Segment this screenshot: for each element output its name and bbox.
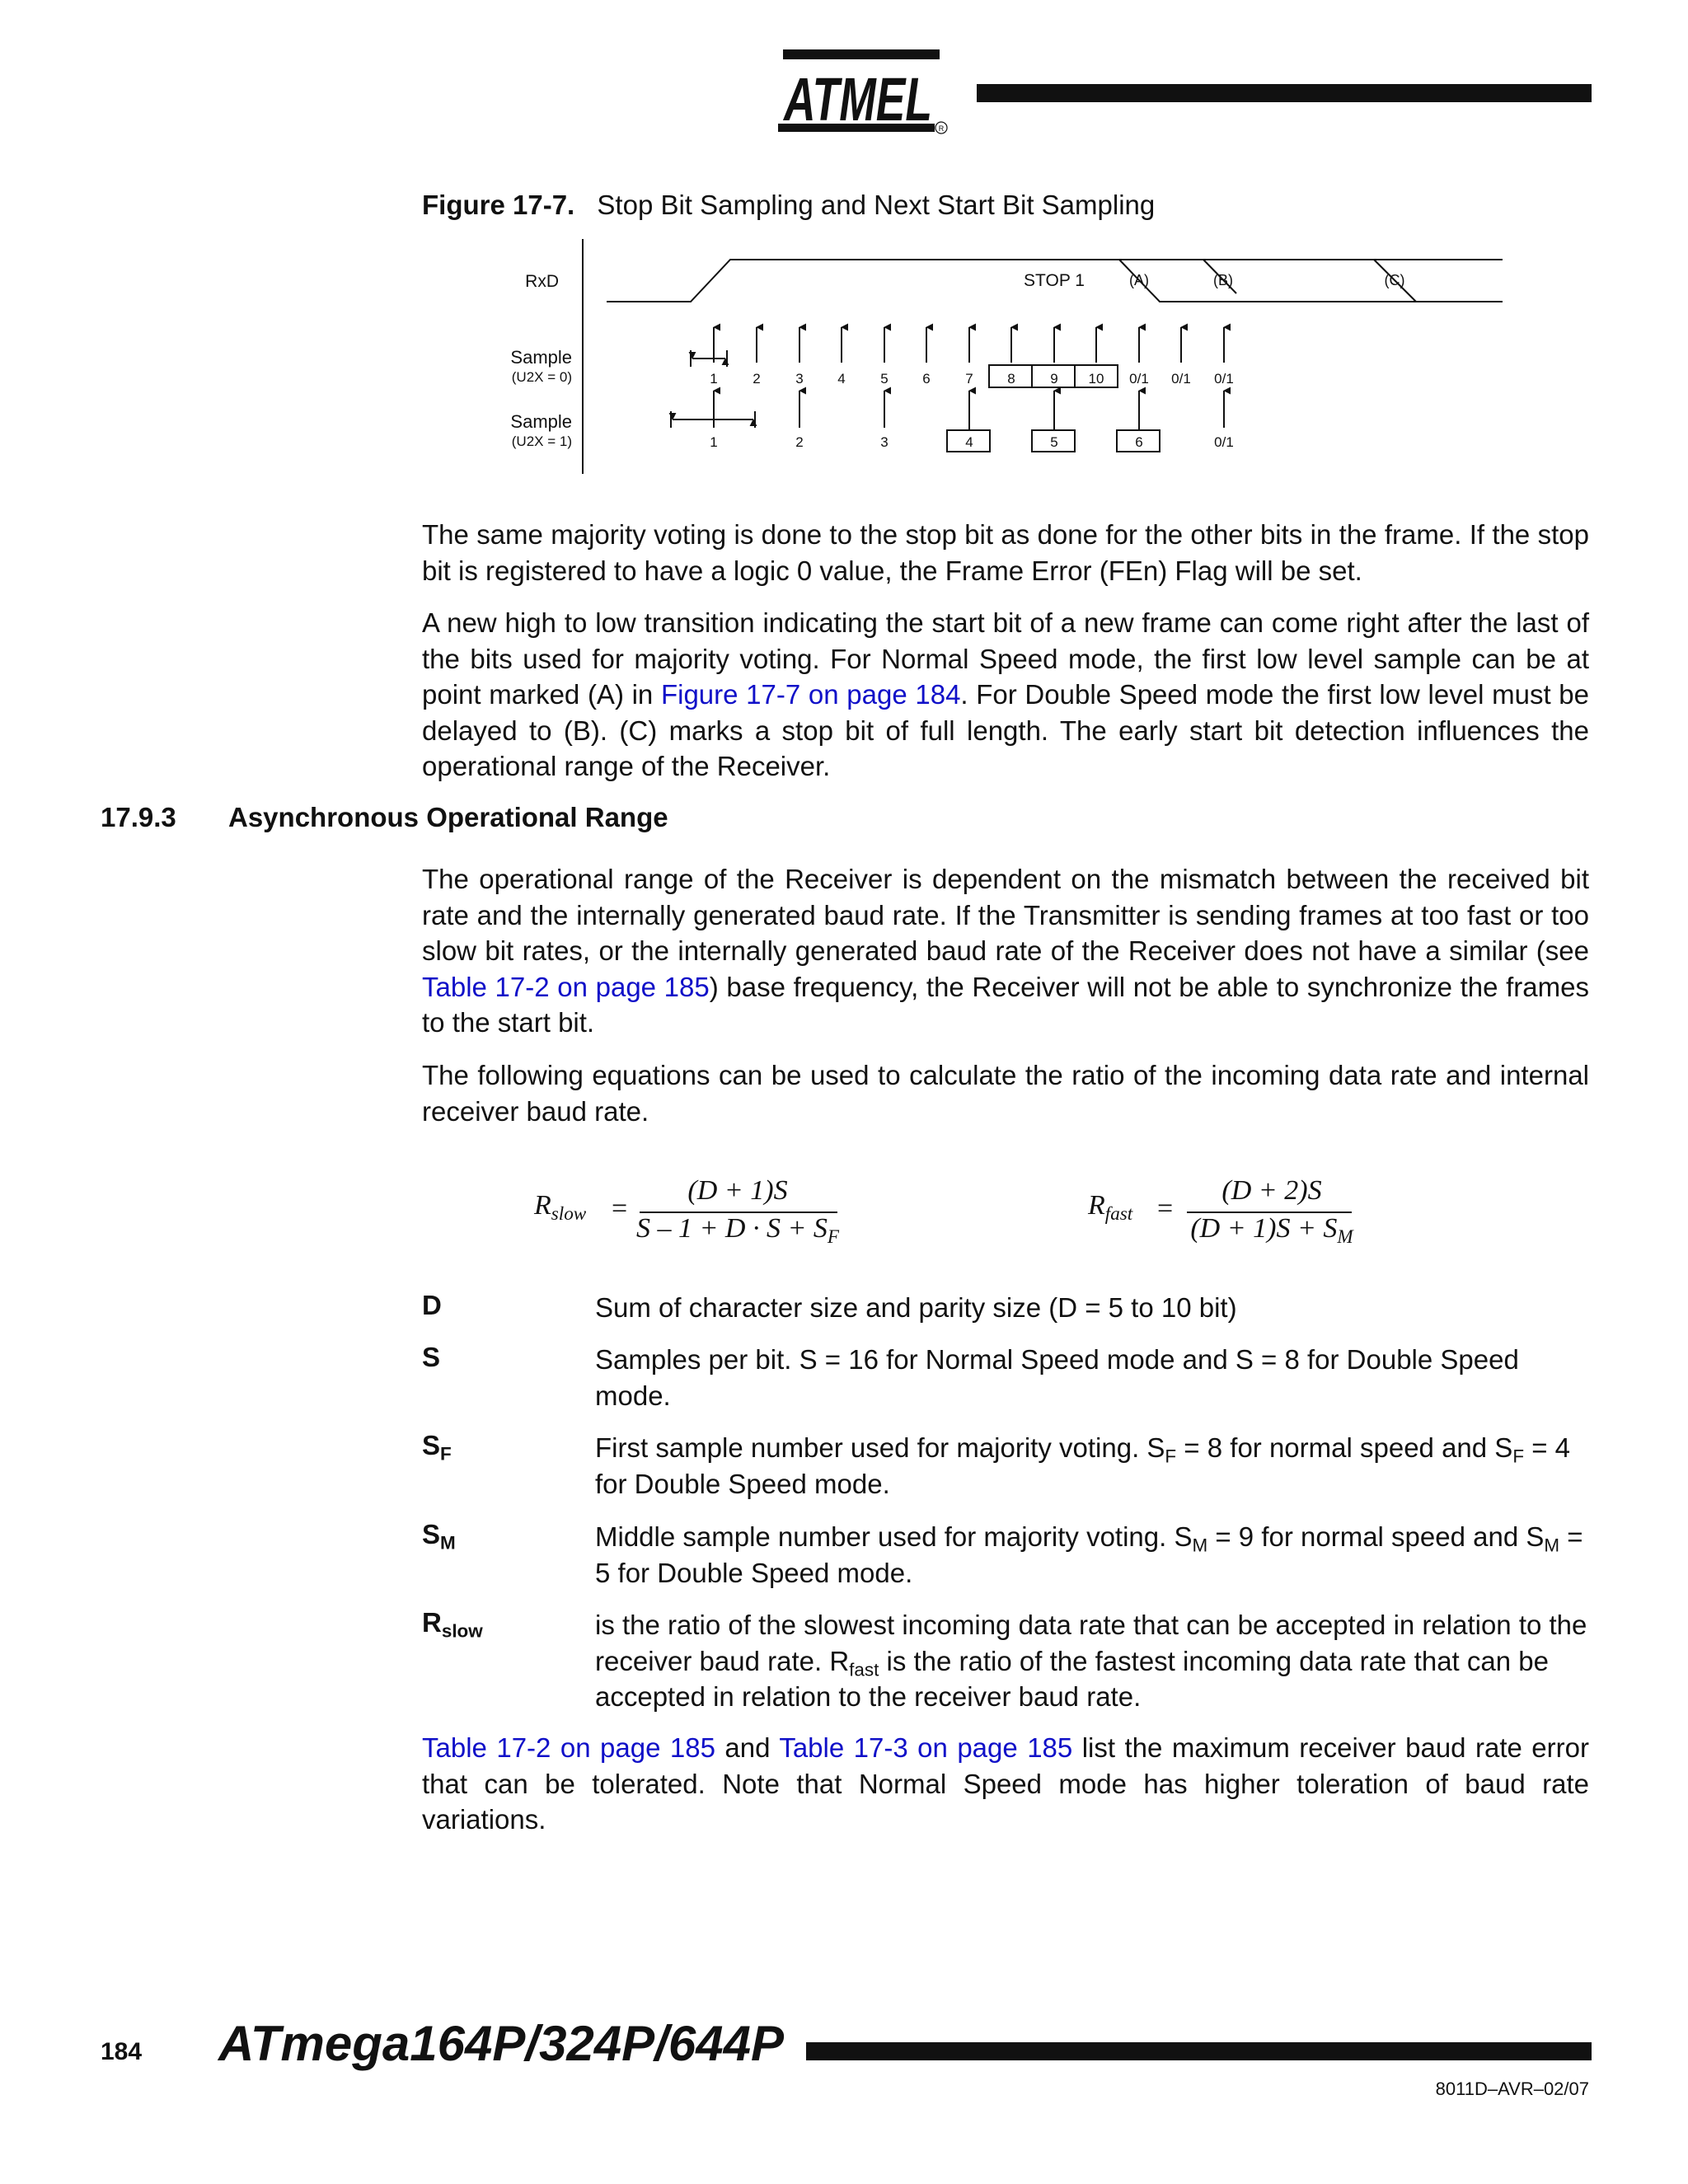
sample-label-row2: Sample xyxy=(510,411,572,432)
row2-sample-label: 2 xyxy=(795,434,804,450)
row1-sample-label: 9 xyxy=(1050,371,1058,387)
section-heading xyxy=(101,802,668,833)
row1-sample-label: 2 xyxy=(753,371,761,387)
paragraph-stop-bit: The same majority voting is done to the stop bit as done for the other bits in the frame. If the stop bit is registered to have a logic 0 value, the Frame Error (FEn) Flag will be set. xyxy=(422,519,1589,586)
row2-sample-label: 1 xyxy=(710,434,718,450)
mode-label-row1: (U2X = 0) xyxy=(511,369,572,385)
atmel-logo xyxy=(778,49,948,137)
row2-samples xyxy=(710,391,1234,450)
document-code: 8011D–AVR–02/07 xyxy=(1435,2079,1589,2099)
figure-number: Figure 17-7. xyxy=(422,190,575,220)
footer-rule xyxy=(806,2042,1592,2060)
row1-sample-label: 3 xyxy=(795,371,804,387)
link-table-17-2[interactable]: Table 17-2 on page 185 xyxy=(422,971,710,1002)
row1-sample-label: 7 xyxy=(965,371,973,387)
paragraph-equations-intro: The following equations can be used to calculate the ratio of the incoming data rate and internal receiver baud rate. xyxy=(422,1060,1589,1127)
stop-label: STOP 1 xyxy=(1024,271,1085,290)
row2-sample-label: 6 xyxy=(1135,434,1143,450)
row1-sample-label: 0/1 xyxy=(1129,371,1149,387)
marker-b: (B) xyxy=(1213,272,1233,288)
mode-label-row2: (U2X = 1) xyxy=(511,434,572,449)
section-number: 17.9.3 xyxy=(101,802,176,832)
svg-text:R: R xyxy=(938,124,945,133)
marker-c: (C) xyxy=(1384,272,1405,288)
sample-label-row1: Sample xyxy=(510,347,572,368)
row1-sample-label: 4 xyxy=(837,371,846,387)
row2-sample-label: 4 xyxy=(965,434,973,450)
row1-samples xyxy=(710,327,1234,387)
row1-sample-label: 0/1 xyxy=(1171,371,1191,387)
footer-title: ATmega164P/324P/644P xyxy=(218,2016,784,2071)
row1-sample-label: 1 xyxy=(710,371,718,387)
row2-sample-label: 3 xyxy=(880,434,889,450)
timing-diagram xyxy=(495,237,1517,476)
row1-sample-label: 0/1 xyxy=(1214,371,1234,387)
row1-sample-label: 6 xyxy=(922,371,931,387)
row2-sample-label: 0/1 xyxy=(1214,434,1234,450)
svg-text:ATMEL: ATMEL xyxy=(782,65,932,134)
figure-title: Stop Bit Sampling and Next Start Bit Sampling xyxy=(597,190,1156,220)
link-figure-17-7[interactable]: Figure 17-7 on page 184 xyxy=(660,679,961,710)
row2-sample-label: 5 xyxy=(1050,434,1058,450)
row1-sample-label: 10 xyxy=(1088,371,1104,387)
rxd-label: RxD xyxy=(525,272,559,291)
header-rule xyxy=(977,84,1592,102)
link-table-17-2-b[interactable]: Table 17-2 on page 185 xyxy=(422,1732,715,1763)
figure-caption xyxy=(422,190,1155,221)
row1-sample-label: 5 xyxy=(880,371,889,387)
paragraph-tables: Table 17-2 on page 185 and Table 17-3 on page 185 list the maximum receiver baud rate error that can be tolerated. Note that Normal Speed mode has higher toleration of baud rate variations. xyxy=(422,1732,1589,1835)
section-title: Asynchronous Operational Range xyxy=(228,802,668,832)
paragraph-start-bit: A new high to low transition indicating the start bit of a new frame can come right after the last of the bits used for majority voting. For Normal Speed mode, the first low level sample can be at point marked (A) in Figure 17-7 on page 184. For Double Speed mode the first low level must be delayed to (B). (C) marks a stop bit of full length. The early start bit detection influences the operational range of the Receiver. xyxy=(422,607,1589,781)
link-table-17-3[interactable]: Table 17-3 on page 185 xyxy=(779,1732,1073,1763)
row1-sample-label: 8 xyxy=(1007,371,1015,387)
page-number: 184 xyxy=(101,2038,143,2065)
rxd-edge-a xyxy=(1119,260,1503,302)
paragraph-operational-range: The operational range of the Receiver is dependent on the mismatch between the received bit rate and the internally generated baud rate. If the Transmitter is sending frames at too fast or too slow bit rates, or the internally generated baud rate of the Receiver does not have a similar (see Table 17-2 on page 185) base frequency, the Receiver will not be able to synchronize the frames to the start bit. xyxy=(422,864,1589,1038)
marker-a: (A) xyxy=(1129,272,1149,288)
